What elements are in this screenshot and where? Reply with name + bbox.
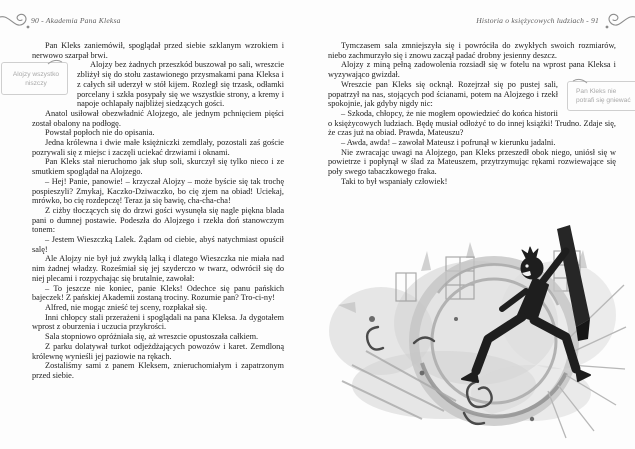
margin-note-text: Alojzy wszystko niszczy: [12, 71, 60, 88]
margin-note-left: [1, 62, 68, 95]
margin-note-right: [567, 81, 635, 111]
paragraph: Inni chłopcy stali przerażeni i spoglądali na pana Kleksa. Ja dygotałem wprost z oburzenia i uczucia przykrości.: [32, 312, 284, 332]
paragraph: Anatol usiłował obezwładnić Alojzego, ale jednym pchnięciem pięści został obalony na podłogę.: [32, 108, 284, 128]
note-pointer-icon: [47, 57, 63, 65]
paragraph: Nie zwracając uwagi na Alojzego, pan Kleks przeszedł obok niego, uniósł się w powietrze i popłynął w ślad za Mateuszem, przytrzymując rękami rozwiewające się poły swego tabaczkowego fraka.: [328, 147, 616, 177]
paragraph: Pan Kleks stał nieruchomo jak słup soli, skurczył się tylko nieco i ze smutkiem spoglądał na Alojzego.: [32, 157, 284, 177]
paragraph: – Hej! Panie, panowie! – krzyczał Alojzy – może byście się tak trochę pospieszyli? Zmykaj, Kaczko-Dziwaczko, bo cię zjem na obiad! Uciekaj, mrówko, bo cię rozdepczę! Teraz ja się bawię, cha-cha-cha!: [32, 176, 284, 206]
paragraph: Jedna królewna i dwie małe księżniczki zemdlały, pozostali zaś goście pozrywali się z miejsc i zaczęli uciekać drzwiami i oknami.: [32, 138, 284, 157]
left-page-header: 90 - Akademia Pana Kleksa: [31, 16, 121, 25]
paragraph: Zostaliśmy sami z panem Kleksem, znieruchomiałym i zapatrzonym przed siebie.: [32, 361, 284, 380]
paragraph: Powstał popłoch nie do opisania.: [45, 128, 155, 138]
alojzy-illustration: [326, 223, 628, 445]
paragraph: Alfred, nie mogąc znieść tej sceny, rozpłakał się.: [45, 302, 208, 312]
paragraph: Tymczasem sala zmniejszyła się i powróciła do zwykłych swoich rozmiarów, niebo zachmurzyło się i znowu zaczął padać drobny jesienny deszcz.: [328, 41, 616, 60]
left-page-text: [12, 41, 284, 381]
paragraph: – Awda, awda! – zawołał Mateusz i pofrunął w kierunku jadalni.: [341, 138, 556, 148]
paragraph: – To jeszcze nie koniec, panie Kleks! Odechce się panu pańskich bajeczek! Z pańskiej Akademii zostaną trociny. Rozumie pan? Tro-ci-ny!: [32, 283, 284, 303]
corner-flourish-icon: [599, 8, 635, 34]
note-pointer-icon: [572, 76, 588, 84]
right-page-header: Historia o księżycowych ludziach - 91: [476, 16, 599, 25]
paragraph: Taki to był wspaniały człowiek!: [341, 176, 448, 186]
paragraph: – Jestem Wieszczką Lalek. Żądam od ciebie, abyś natychmiast opuścił salę!: [32, 235, 284, 254]
paragraph: Z ciżby tłoczących się do drzwi gości wysunęła się nagle piękna blada pani o dumnej postawie. Podeszła do Alojzego i rzekła doń stanowczym tonem:: [32, 205, 284, 235]
paragraph: Alojzy z miną pełną zadowolenia rozsiadł się w fotelu na wprost pana Kleksa i wyzywająco gwizdał.: [328, 60, 616, 80]
paragraph: Pan Kleks nie potrafi się gniewać Wreszcie pan Kleks się ocknął. Rozejrzał się po pustej sali, popatrzył na nas, stojących pod ścianami, potem na Alojzego i rzekł spokojnie, jak gdyby nigdy nic:: [328, 80, 616, 109]
right-page: [318, 0, 635, 449]
paragraph: Sala stopniowo opróżniała się, aż wreszcie opustoszała całkiem.: [45, 332, 259, 342]
right-page-text: [328, 41, 631, 187]
paragraph: – Szkoda, chłopcy, że nie mogłem opowiedzieć do końca historii o księżycowych ludziach. Będę musiał odłożyć to do innej książki! Trudno. Zdaje się, że czas już na obiad. Prawda, Mateuszu?: [328, 108, 616, 138]
paragraph: Ale Alojzy nie był już zwykłą lalką i dlatego Wieszczka nie miała nad nim żadnej władzy. Roześmiał się jej szyderczo w twarz, odwrócił się do niej plecami i rozpychając się brutalnie, zawołał:: [32, 254, 284, 283]
paragraph: Alojzy wszystko niszczy Alojzy bez żadnych przeszkód buszował po sali, wreszcie zbliżył się do stołu zastawionego przysmakami pana Kleksa i z całych sił uderzył w stół kijem. Rozległ się trzask, odłamki porcelany i szkła posypały się we wszystkie strony, a kremy i napoje ochlapały najbliżej siedzących gości.: [32, 60, 284, 109]
margin-note-text: Pan Kleks nie potrafi się gniewać: [576, 87, 631, 104]
paragraph: Pan Kleks zaniemówił, spoglądał przed siebie szklanym wzrokiem i nerwowo szarpał brwi.: [32, 41, 284, 60]
paragraph: Z parku dolatywał turkot odjeżdżających powozów i karet. Zemdloną królewnę wynieśli jej paziowie na rękach.: [32, 341, 284, 361]
